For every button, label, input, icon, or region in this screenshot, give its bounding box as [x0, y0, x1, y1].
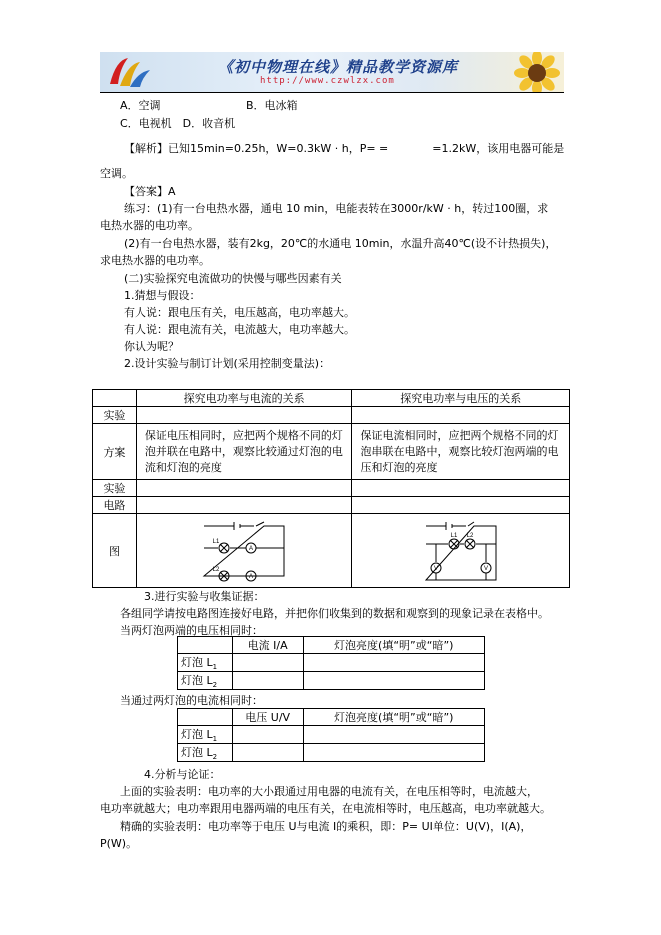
lamp-label: L1 — [450, 532, 458, 539]
row-label: 电路 — [93, 497, 137, 514]
input-cell[interactable] — [303, 654, 484, 672]
input-cell[interactable] — [232, 744, 303, 762]
practice-q2-line2: 求电热水器的电功率。 — [100, 254, 210, 267]
voltmeter-label: V — [483, 565, 488, 572]
condition-2: 当通过两灯泡的电流相同时： — [120, 694, 263, 707]
step4-title: 4.分析与论证： — [144, 768, 221, 781]
input-cell[interactable] — [232, 726, 303, 744]
header-brightness: 灯泡亮度(填“明”或“暗”) — [303, 637, 484, 654]
ammeter-label: A — [249, 545, 254, 552]
row-lamp-1: 灯泡 $L_1$ — [178, 654, 233, 672]
hypothesis-1: 有人说：跟电压有关，电压越高，电功率越大。 — [124, 306, 355, 319]
design-table — [92, 389, 570, 588]
row-lamp-1: 灯泡 $L_1$ — [178, 726, 233, 744]
header-voltage: 电压 U/V — [232, 709, 303, 726]
ammeter-label: A — [249, 573, 254, 580]
scheme-current: 保证电压相同时，应把两个规格不同的灯泡并联在电路中，观察比较通过灯泡的电流和灯泡的亮度 — [136, 424, 352, 480]
column-current: 探究电功率与电流的关系 — [136, 390, 352, 407]
column-voltage: 探究电功率与电压的关系 — [352, 390, 570, 407]
analysis-line2: 空调。 — [100, 167, 133, 180]
row-lamp-2: 灯泡 $L_2$ — [178, 744, 233, 762]
practice-q1-line2: 电热水器的电功率。 — [100, 219, 199, 232]
option-a: A．空调 — [120, 99, 161, 112]
circuit-parallel-cell — [136, 514, 352, 588]
formula-line2: P(W)。 — [100, 837, 138, 850]
data-table-voltage — [177, 708, 485, 762]
header-banner — [100, 52, 564, 93]
input-cell[interactable] — [303, 672, 484, 690]
practice-q2-line1: (2)有一台电热水器，装有2kg，20℃的水通电 10min，水温升高40℃(设不计热损失)， — [124, 237, 557, 250]
condition-1: 当两灯泡两端的电压相同时： — [120, 624, 263, 637]
step3-title: 3.进行实验与收集证据： — [144, 590, 265, 603]
row-label: 实验 — [93, 407, 137, 424]
row-lamp-2: 灯泡 $L_2$ — [178, 672, 233, 690]
lamp-label: L2 — [212, 566, 220, 573]
analysis-line1: 【解析】已知15min=0.25h，W=0.3kW · h，P= = =1.2kW，该用电器可能是 — [124, 142, 565, 155]
lamp-label: L1 — [212, 538, 220, 545]
header-current: 电流 I/A — [232, 637, 303, 654]
sunflower-icon — [514, 52, 560, 93]
input-cell[interactable] — [303, 744, 484, 762]
question: 你认为呢？ — [124, 340, 179, 353]
conclusion-line2: 电功率就越大；电功率跟用电器两端的电压有关，在电流相等时，电压越高，电功率就越大。 — [100, 802, 551, 815]
logo-icon — [106, 54, 154, 90]
practice-q1-line1: 练习：(1)有一台电热水器，通电 10 min，电能表转在3000r/kW · h，转过100圈，求 — [124, 202, 549, 215]
data-table-current — [177, 636, 485, 690]
row-label: 方案 — [93, 424, 137, 480]
step1-title: 1.猜想与假设： — [124, 289, 201, 302]
circuit-series-cell — [352, 514, 570, 588]
input-cell[interactable] — [232, 672, 303, 690]
lamp-label: L2 — [466, 532, 474, 539]
header-title: 《初中物理在线》精品教学资源库 — [218, 58, 459, 76]
header-url[interactable]: http://www.czwlzx.com — [260, 76, 395, 86]
answer: 【答案】A — [124, 185, 176, 198]
table-corner — [93, 390, 137, 407]
formula-line1: 精确的实验表明：电功率等于电压 U与电流 I的乘积，即：P= UI单位：U(V)，I(A)， — [120, 820, 532, 833]
hypothesis-2: 有人说：跟电流有关，电流越大，电功率越大。 — [124, 323, 355, 336]
header-brightness: 灯泡亮度(填“明”或“暗”) — [303, 709, 484, 726]
scheme-voltage: 保证电流相同时，应把两个规格不同的灯泡串联在电路中，观察比较灯泡两端的电压和灯泡的亮度 — [352, 424, 570, 480]
section-title: (二)实验探究电流做功的快慢与哪些因素有关 — [124, 272, 342, 285]
option-b: B．电冰箱 — [246, 99, 298, 112]
input-cell[interactable] — [303, 726, 484, 744]
option-cd: C．电视机 D．收音机 — [120, 117, 236, 130]
input-cell[interactable] — [232, 654, 303, 672]
voltmeter-label: V — [433, 565, 438, 572]
step2-title: 2.设计实验与制订计划(采用控制变量法)： — [124, 357, 331, 370]
header-divider — [100, 92, 564, 93]
row-label: 图 — [93, 514, 137, 588]
series-circuit-diagram — [416, 518, 506, 584]
parallel-circuit-diagram — [194, 518, 294, 584]
row-label: 实验 — [93, 480, 137, 497]
step3-instruction: 各组同学请按电路图连接好电路，并把你们收集到的数据和观察到的现象记录在表格中。 — [120, 607, 549, 620]
conclusion-line1: 上面的实验表明：电功率的大小跟通过用电器的电流有关，在电压相等时，电流越大， — [120, 785, 538, 798]
